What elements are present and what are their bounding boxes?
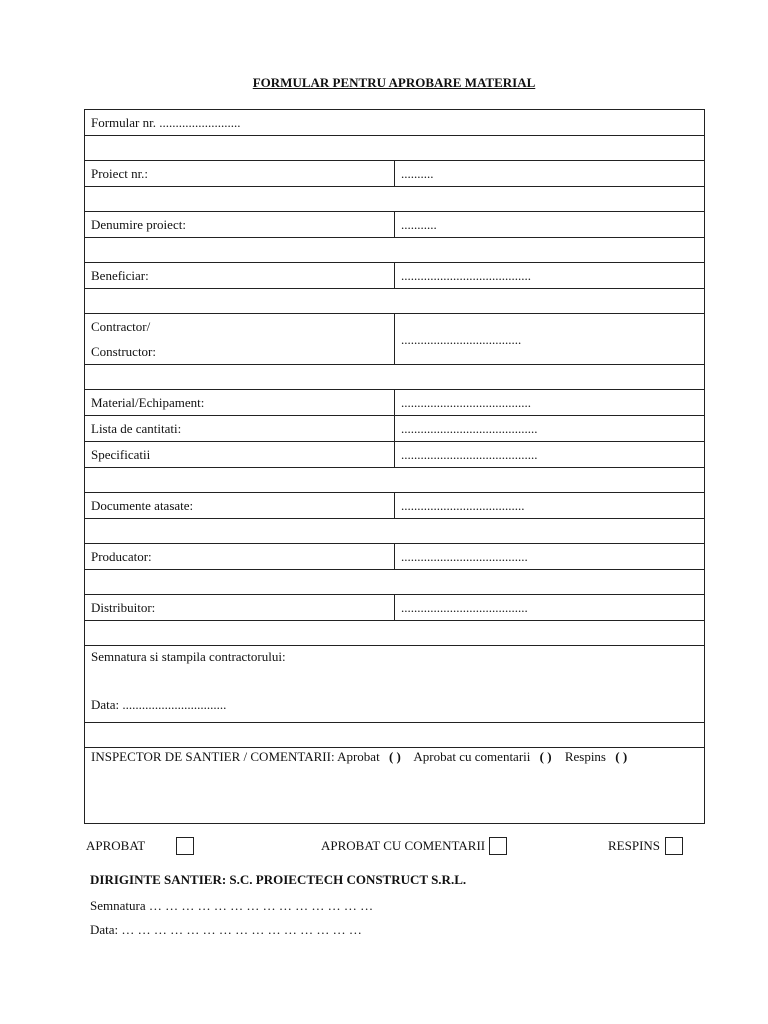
- beneficiar-label: Beneficiar:: [85, 263, 395, 289]
- aprobat-checkbox[interactable]: [176, 837, 194, 855]
- documente-atasate-label: Documente atasate:: [85, 493, 395, 519]
- denumire-proiect-field[interactable]: ...........: [395, 212, 705, 238]
- contractor-label-line2: Constructor:: [91, 344, 156, 359]
- respins-label: RESPINS: [608, 838, 661, 853]
- diriginte-date-line[interactable]: Data: … … … … … … … … … … … … … … …: [90, 922, 362, 937]
- spacer-row: [85, 238, 705, 263]
- lista-cantitati-label: Lista de cantitati:: [85, 416, 395, 442]
- distribuitor-label: Distribuitor:: [85, 595, 395, 621]
- material-field[interactable]: ........................................: [395, 390, 705, 416]
- formular-nr-field[interactable]: Formular nr. .........................: [85, 110, 705, 136]
- aprobat-comentarii-option[interactable]: ( ): [539, 749, 552, 764]
- spacer-row: [85, 289, 705, 314]
- diriginte-signature-line[interactable]: Semnatura … … … … … … … … … … … … … …: [90, 898, 374, 913]
- contractor-field[interactable]: .....................................: [395, 314, 705, 365]
- specificatii-label: Specificatii: [85, 442, 395, 468]
- spacer-row: [85, 136, 705, 161]
- aprobat-option[interactable]: ( ): [388, 749, 401, 764]
- inspector-label: INSPECTOR DE SANTIER / COMENTARII: Aprobat: [91, 749, 380, 764]
- respins-option[interactable]: ( ): [615, 749, 628, 764]
- inspector-comments-block[interactable]: [85, 748, 705, 824]
- distribuitor-field[interactable]: .......................................: [395, 595, 705, 621]
- spacer-row: [85, 365, 705, 390]
- decision-checkboxes: [0, 837, 768, 859]
- form-title: FORMULAR PENTRU APROBARE MATERIAL: [252, 75, 536, 90]
- lista-cantitati-field[interactable]: ..........................................: [395, 416, 705, 442]
- beneficiar-field[interactable]: ........................................: [395, 263, 705, 289]
- aprobat-label: APROBAT: [86, 838, 146, 853]
- denumire-proiect-label: Denumire proiect:: [85, 212, 395, 238]
- approval-form-table: [84, 109, 705, 824]
- spacer-row: [85, 468, 705, 493]
- producator-label: Producator:: [85, 544, 395, 570]
- spacer-row: [85, 519, 705, 544]
- spacer-row: [85, 723, 705, 748]
- diriginte-santier-heading: DIRIGINTE SANTIER: S.C. PROIECTECH CONSTRUCT S.R.L.: [90, 872, 467, 887]
- aprobat-cu-comentarii-checkbox[interactable]: [489, 837, 507, 855]
- contractor-signature-block[interactable]: [85, 646, 705, 723]
- spacer-row: [85, 570, 705, 595]
- producator-field[interactable]: .......................................: [395, 544, 705, 570]
- contractor-label-line1: Contractor/: [91, 319, 151, 334]
- proiect-value-field[interactable]: ..........: [395, 161, 705, 187]
- contractor-date-line: Data: ................................: [91, 697, 227, 712]
- spacer-row: [85, 621, 705, 646]
- aprobat-comentarii-label: Aprobat cu comentarii: [413, 749, 531, 764]
- documente-atasate-field[interactable]: ......................................: [395, 493, 705, 519]
- respins-label: Respins: [564, 749, 606, 764]
- contractor-signature-label: Semnatura si stampila contractorului:: [91, 649, 286, 664]
- contractor-label: [85, 314, 395, 365]
- respins-checkbox[interactable]: [665, 837, 683, 855]
- proiect-label: Proiect nr.:: [85, 161, 395, 187]
- spacer-row: [85, 187, 705, 212]
- material-label: Material/Echipament:: [85, 390, 395, 416]
- aprobat-cu-comentarii-label: APROBAT CU COMENTARII: [321, 838, 486, 853]
- specificatii-field[interactable]: ..........................................: [395, 442, 705, 468]
